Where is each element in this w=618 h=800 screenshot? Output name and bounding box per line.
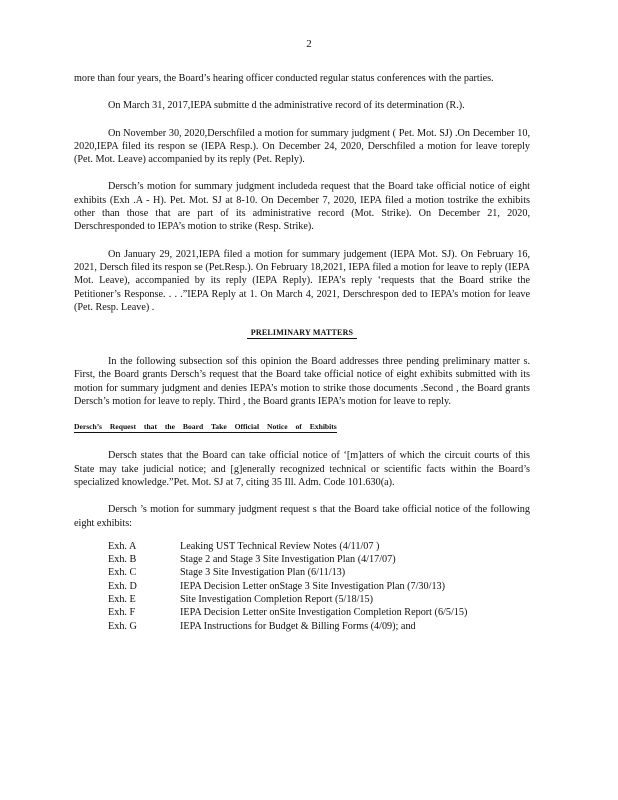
exhibit-row <box>108 606 530 619</box>
exhibit-row <box>108 566 530 579</box>
exhibit-description: Stage 2 and Stage 3 Site Investigation Plan (4/17/07) <box>180 554 396 566</box>
page-number: 2 <box>306 38 312 50</box>
exhibit-description: Site Investigation Completion Report (5/18/15) <box>180 594 373 606</box>
section-heading-preliminary <box>74 328 530 339</box>
exhibit-label: Exh. A <box>108 540 137 552</box>
exhibit-description: IEPA Instructions for Budget & Billing Forms (4/09); and <box>180 620 416 632</box>
exhibit-label: Exh. D <box>108 580 137 592</box>
exhibit-row <box>108 540 530 553</box>
paragraph-dersch-states: Dersch states that the Board can take official notice of ‘[m]atters of which the circuit courts of this State may take judicial notice; and [g]enerally recognized technical or scientific facts within the Board’s specialized knowledge.”Pet. Mot. SJ at 7, citing 35 Ill. Adm. Code 101.630(a). <box>74 450 530 488</box>
paragraph-dersch-motion: On November 30, 2020,Derschfiled a motion for summary judgment ( Pet. Mot. SJ) .On December 10, 2020,IEPA filed its respon se (IEPA Resp.). On December 24, 2020, Derschfiled a motion for leave toreply (Pet. Mot. Leave) accompanied by its reply (Pet. Reply). <box>74 127 530 166</box>
exhibit-description: Stage 3 Site Investigation Plan (6/11/13) <box>180 567 346 579</box>
exhibit-label: Exh. G <box>108 620 137 632</box>
exhibit-row <box>108 580 530 593</box>
section-heading-text: PRELIMINARY MATTERS <box>247 328 357 339</box>
paragraph-official-notice-request: Dersch’s motion for summary judgment includeda request that the Board take official notice of eight exhibits (Exh .A - H). Pet. Mot. SJ at 8-10. On December 7, 2020, IEPA filed a motion tostrike the exhibits other than those that are part of its administrative record (Mot. Strike). On December 21, 2020, Derschresponded to IEPA’s motion to strike (Resp. Strike). <box>74 181 530 233</box>
subsection-heading-text: Dersch’s Request that the Board Take Official Notice of Exhibits <box>74 422 337 432</box>
paragraph-exhibits-intro: Dersch ’s motion for summary judgment request s that the Board take official notice of the following eight exhibits: <box>74 504 530 529</box>
exhibit-row <box>108 553 530 566</box>
paragraph-preliminary-intro: In the following subsection sof this opinion the Board addresses three pending preliminary matter s. First, the Board grants Dersch’s request that the Board take official notice of eight exhibits submitted with its motion for summary judgment and denies IEPA’s motion to strike those documents .Second , the Board grants Dersch’s motion for leave to reply. Third , the Board grants IEPA’s motion for leave to reply. <box>74 356 530 408</box>
paragraph-continuation: more than four years, the Board’s hearing officer conducted regular status conferences with the parties. <box>74 73 494 84</box>
exhibit-label: Exh. C <box>108 567 137 579</box>
exhibit-label: Exh. B <box>108 554 137 566</box>
paragraph-record-filing: On March 31, 2017,IEPA submitte d the administrative record of its determination (R.). <box>108 100 465 112</box>
exhibit-description: Leaking UST Technical Review Notes (4/11/07 ) <box>180 540 380 552</box>
subsection-heading <box>74 422 530 433</box>
exhibit-label: Exh. E <box>108 594 136 606</box>
exhibit-description: IEPA Decision Letter onSite Investigation Completion Report (6/5/15) <box>180 607 468 619</box>
exhibit-label: Exh. F <box>108 607 136 619</box>
paragraph-iepa-motion: On January 29, 2021,IEPA filed a motion for summary judgement (IEPA Mot. SJ). On February 16, 2021, Dersch filed its respon se (Pet.Resp.). On February 18,2021, IEPA filed a motion for leave to reply (IEPA Mot. Leave), accompanied by its reply (IEPA Reply). IEPA’s reply ‘requests that the Board strike the Petitioner’s Response. . . .”IEPA Reply at 1. On March 4, 2021, Derschrespon ded to IEPA’s motion for leave (Pet. Resp. Leave) . <box>74 248 530 313</box>
exhibit-list <box>108 540 530 633</box>
exhibit-row <box>108 620 530 633</box>
exhibit-description: IEPA Decision Letter onStage 3 Site Investigation Plan (7/30/13) <box>180 580 446 592</box>
exhibit-row <box>108 593 530 606</box>
document-body <box>74 72 530 633</box>
